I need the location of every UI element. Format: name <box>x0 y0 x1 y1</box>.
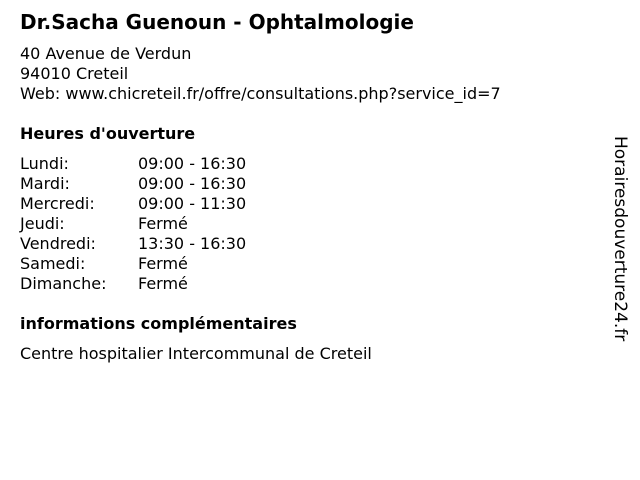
hours-value: 09:00 - 16:30 <box>138 174 247 193</box>
hours-value: 09:00 - 16:30 <box>138 154 247 173</box>
day-label: Vendredi: <box>20 234 96 253</box>
hours-value: 13:30 - 16:30 <box>138 234 247 253</box>
website-line[interactable]: Web: www.chicreteil.fr/offre/consultations.php?service_id=7 <box>20 84 501 103</box>
opening-hours-table <box>20 154 246 294</box>
day-label: Lundi: <box>20 154 69 173</box>
hours-row-monday <box>20 154 246 174</box>
day-label: Mercredi: <box>20 194 95 213</box>
day-label: Samedi: <box>20 254 86 273</box>
address-block <box>20 44 501 104</box>
hours-value: Fermé <box>138 214 188 233</box>
address-street: 40 Avenue de Verdun <box>20 44 192 63</box>
address-city: 94010 Creteil <box>20 64 129 83</box>
hours-row-saturday <box>20 254 246 274</box>
hours-value: Fermé <box>138 274 188 293</box>
hours-row-friday <box>20 234 246 254</box>
hours-heading: Heures d'ouverture <box>20 124 196 143</box>
hours-row-tuesday <box>20 174 246 194</box>
hours-row-thursday <box>20 214 246 234</box>
day-label: Jeudi: <box>20 214 65 233</box>
info-heading: informations complémentaires <box>20 314 297 333</box>
hours-value: Fermé <box>138 254 188 273</box>
hours-row-sunday <box>20 274 246 294</box>
hours-value: 09:00 - 11:30 <box>138 194 247 213</box>
site-watermark: Horairesdouverture24.fr <box>610 136 630 342</box>
info-text: Centre hospitalier Intercommunal de Creteil <box>20 344 372 363</box>
page-title: Dr.Sacha Guenoun - Ophtalmologie <box>20 10 414 34</box>
day-label: Mardi: <box>20 174 70 193</box>
hours-row-wednesday <box>20 194 246 214</box>
day-label: Dimanche: <box>20 274 107 293</box>
